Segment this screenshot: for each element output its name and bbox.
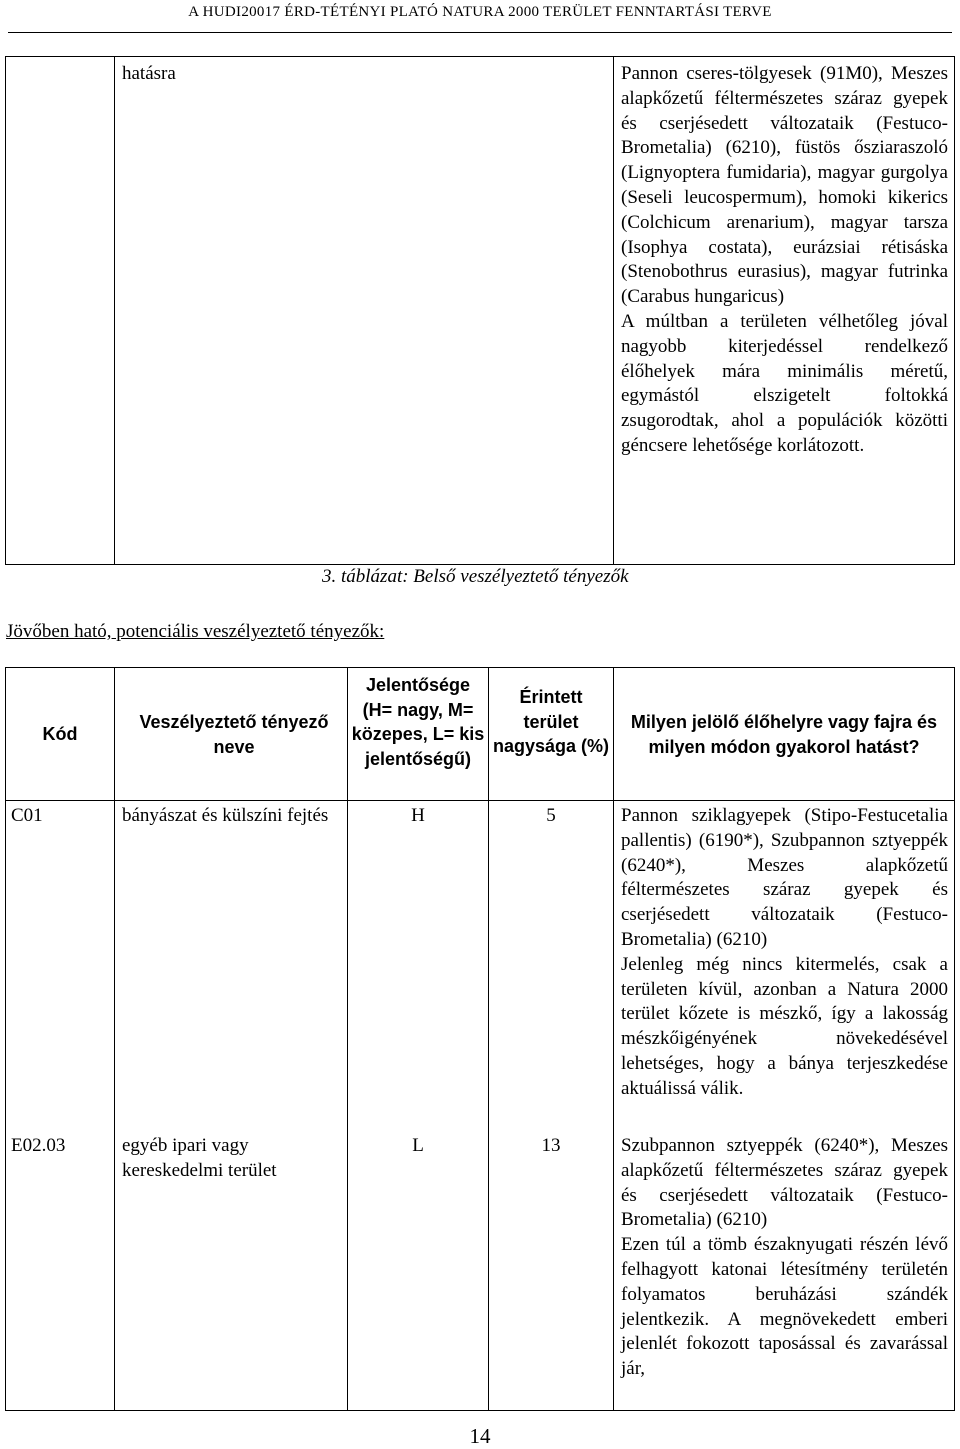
- header-code: Kód: [42, 724, 78, 744]
- table-col-divider: [114, 667, 115, 1411]
- table-row-significance: L: [412, 1135, 424, 1156]
- running-header: A HUDI20017 ÉRD-TÉTÉNYI PLATÓ NATURA 2000 TERÜLET FENNTARTÁSI TERVE: [188, 4, 772, 20]
- header-rule: [8, 32, 952, 33]
- table-col-divider: [488, 667, 489, 1411]
- table-header-rule: [5, 800, 955, 801]
- table-row-significance: H: [411, 805, 425, 826]
- table-caption: 3. táblázat: Belső veszélyeztető tényezők: [322, 566, 629, 587]
- section-title: Jövőben ható, potenciális veszélyeztető tényezők:: [6, 621, 385, 642]
- table-col-divider: [347, 667, 348, 1411]
- table-row-code: C01: [11, 805, 43, 826]
- table-row-name: egyéb ipari vagy kereskedelmi terület: [122, 1135, 277, 1181]
- table-col-divider: [613, 667, 614, 1411]
- table-row-impact: [621, 804, 948, 1102]
- table-top-left-text: hatásra: [122, 63, 176, 84]
- impact-paragraph: Pannon cseres-tölgyesek (91M0), Meszes alapkőzetű féltermészetes száraz gyepek és cserjésedett változataik (Festuco-Brometalia) (6210), füstös ősziaraszoló (Lignyoptera fumidaria), magyar gurgolya (Seseli leucospermum), homoki kikerics (Colchicum arenarium), magyar tarsza (Isophya costata), eurázsiai rétisáska (Stenobothrus eurasius), magyar futrinka (Carabus hungaricus): [621, 63, 948, 308]
- header-area: Érintett terület nagysága (%): [492, 687, 610, 756]
- table-row-area: 13: [541, 1135, 561, 1156]
- impact-paragraph: Ezen túl a tömb északnyugati részén lévő felhagyott katonai létesítmény területén folyamatos beruházási szándék jelentkezik. A megnövekedett emberi jelenlét fokozott taposással és zavarással jár,: [621, 1234, 948, 1380]
- impact-paragraph: Szubpannon sztyeppék (6240*), Meszes alapkőzetű féltermészetes száraz gyepek és cserjésedett változataik (Festuco-Brometalia) (6210): [621, 1135, 948, 1231]
- table-top-impact: [621, 62, 948, 459]
- impact-paragraph: Jelenleg még nincs kitermelés, csak a területen kívül, azonban a Natura 2000 terület kőzete is mészkő, így a lakosság mészkőigényének növekedésével lehetséges, hogy a bánya terjeszkedése aktuálissá válik.: [621, 953, 948, 1099]
- table-row-impact: [621, 1134, 948, 1382]
- header-name: Veszélyeztető tényező neve: [139, 712, 329, 757]
- header-impact: Milyen jelölő élőhelyre vagy fajra és milyen módon gyakorol hatást?: [630, 712, 938, 757]
- table-top-divider: [613, 56, 614, 565]
- table-row-code: E02.03: [11, 1135, 66, 1156]
- impact-paragraph: Pannon sziklagyepek (Stipo-Festucetalia pallentis) (6190*), Szubpannon sztyeppék (6240*), Meszes alapkőzetű féltermészetes száraz gyepek és cserjésedett változataik (Festuco-Brometalia) (6210): [621, 805, 948, 950]
- table-row-name: bányászat és külszíni fejtés: [122, 805, 329, 826]
- table-top-divider: [114, 56, 115, 565]
- header-significance: Jelentősége (H= nagy, M= közepes, L= kis jelentőségű): [351, 675, 485, 769]
- impact-paragraph: A múltban a területen vélhetőleg jóval nagyobb kiterjedéssel rendelkező élőhelyek mára minimális méretű, egymástól elszigetelt foltokká zsugorodtak, ahol a populációk közötti géncsere lehetősége korlátozott.: [621, 310, 948, 456]
- page-number: 14: [469, 1424, 491, 1448]
- table-row-area: 5: [546, 805, 556, 826]
